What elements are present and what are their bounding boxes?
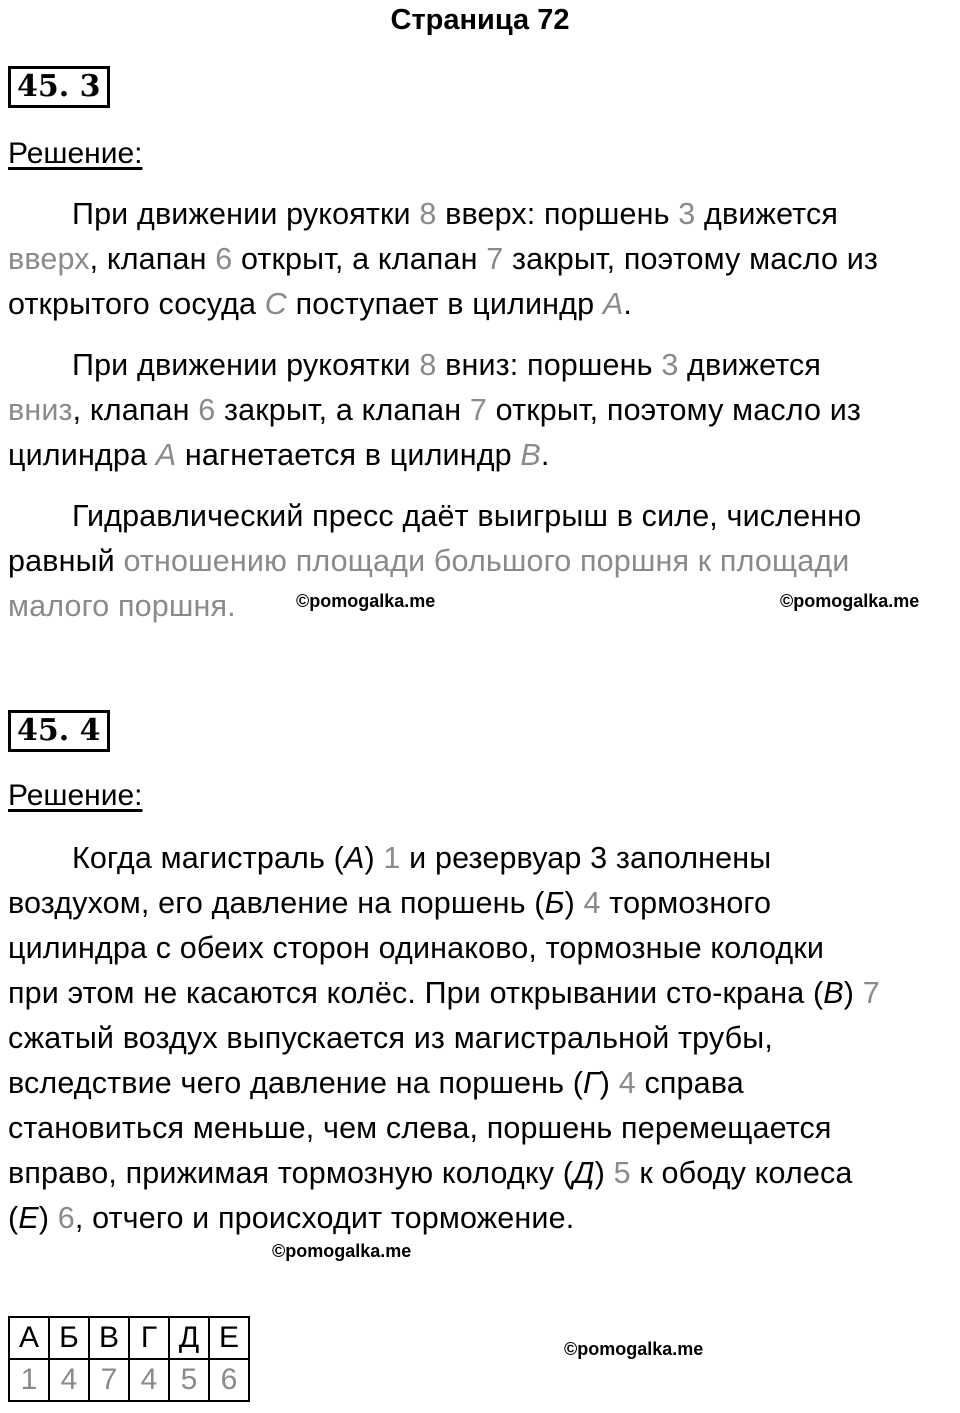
text-segment: закрыт, а клапан xyxy=(215,393,470,427)
text-segment: закрыт, поэтому масло из xyxy=(503,242,879,276)
text-segment: равный xyxy=(8,544,124,578)
task1-line xyxy=(72,194,838,234)
answer-value-cell: 5 xyxy=(169,1359,209,1401)
text-segment: В xyxy=(823,976,844,1010)
watermark: ©pomogalka.me xyxy=(272,1241,412,1261)
answer-value-cell: 1 xyxy=(9,1359,49,1401)
answer-value-cell: 6 xyxy=(209,1359,249,1401)
answer-value-cell: 4 xyxy=(129,1359,169,1401)
highlighted-text: 6 xyxy=(57,1201,75,1235)
text-segment: ) xyxy=(38,1201,58,1235)
highlighted-text: вверх xyxy=(8,242,90,276)
text-segment: ) xyxy=(843,976,863,1010)
text-segment: вниз: поршень xyxy=(436,348,662,382)
highlighted-text: А xyxy=(155,438,177,472)
task-number-45-3: 45. 3 xyxy=(8,66,110,108)
text-segment: При движении рукоятки xyxy=(72,197,420,231)
text-segment: тормозного xyxy=(600,886,772,920)
task2-line xyxy=(8,883,771,923)
watermark: ©pomogalka.me xyxy=(780,591,920,611)
highlighted-text: 7 xyxy=(469,393,488,427)
highlighted-text: вниз xyxy=(8,393,73,427)
text-segment: , клапан xyxy=(89,242,216,276)
task2-line xyxy=(8,1153,853,1193)
page-title: Страница 72 xyxy=(390,4,570,36)
answer-header-cell: А xyxy=(9,1317,49,1359)
highlighted-text: малого поршня. xyxy=(8,589,236,623)
text-segment: Г xyxy=(583,1066,600,1100)
solution-label-1: Решение: xyxy=(8,137,143,170)
text-segment: . xyxy=(623,287,632,321)
answer-header-cell: Е xyxy=(209,1317,249,1359)
text-segment: при этом не касаются колёс. При открывании сто-крана ( xyxy=(8,976,824,1010)
text-segment: цилиндра с обеих сторон одинаково, тормозные колодки xyxy=(8,931,825,965)
task1-line xyxy=(8,390,861,430)
task2-line xyxy=(72,838,771,878)
task1-line xyxy=(8,541,849,581)
task2-line xyxy=(8,1108,832,1148)
solution-label-2: Решение: xyxy=(8,779,143,812)
task1-line xyxy=(8,435,550,475)
answer-value-cell: 7 xyxy=(89,1359,129,1401)
text-segment: открытого сосуда xyxy=(8,287,265,321)
highlighted-text: 4 xyxy=(618,1066,636,1100)
answer-header-cell: В xyxy=(89,1317,129,1359)
text-segment: . xyxy=(540,438,550,472)
task2-line xyxy=(8,973,880,1013)
answer-table-value-row xyxy=(9,1359,249,1401)
task1-line xyxy=(8,586,236,626)
task1-line xyxy=(8,284,632,324)
text-segment: Когда магистраль ( xyxy=(72,841,344,875)
answer-header-cell: Д xyxy=(169,1317,209,1359)
highlighted-text: 7 xyxy=(486,242,504,276)
task-number-45-4: 45. 4 xyxy=(8,710,110,752)
task1-line xyxy=(72,496,861,536)
text-segment: поступает в цилиндр xyxy=(286,287,603,321)
task1-line xyxy=(72,345,821,385)
highlighted-text: А xyxy=(602,287,624,321)
text-segment: ) xyxy=(594,1156,614,1190)
highlighted-text: 5 xyxy=(613,1156,631,1190)
text-segment: открыт, а клапан xyxy=(232,242,487,276)
highlighted-text: 7 xyxy=(862,976,880,1010)
text-segment: ) xyxy=(564,886,584,920)
text-segment: вследствие чего давление на поршень ( xyxy=(8,1066,584,1100)
text-segment: , клапан xyxy=(72,393,199,427)
text-segment: сжатый воздух выпускается из магистральной трубы, xyxy=(8,1021,773,1055)
text-segment: Д xyxy=(573,1156,595,1190)
highlighted-text: 8 xyxy=(419,197,437,231)
task2-line xyxy=(8,1198,574,1238)
answer-table xyxy=(8,1316,250,1402)
highlighted-text: В xyxy=(520,438,541,472)
text-segment: нагнетается в цилиндр xyxy=(176,438,521,472)
answer-value-cell: 4 xyxy=(49,1359,89,1401)
highlighted-text: 3 xyxy=(678,197,696,231)
highlighted-text: отношению площади большого поршня к площади xyxy=(123,544,850,578)
highlighted-text: 6 xyxy=(215,242,233,276)
watermark: ©pomogalka.me xyxy=(564,1339,704,1359)
text-segment: справа xyxy=(635,1066,744,1100)
text-segment: А xyxy=(343,841,365,875)
task1-line xyxy=(8,239,878,279)
text-segment: к ободу колеса xyxy=(630,1156,853,1190)
text-segment: При движении рукоятки xyxy=(72,348,420,382)
task2-line xyxy=(8,1018,773,1058)
task2-line xyxy=(8,1063,744,1103)
text-segment: движется xyxy=(695,197,839,231)
text-segment: Б xyxy=(544,886,565,920)
answer-table-header-row xyxy=(9,1317,249,1359)
text-segment: и резервуар 3 заполнены xyxy=(400,841,772,875)
text-segment: воздухом, его давление на поршень ( xyxy=(8,886,545,920)
text-segment: становиться меньше, чем слева, поршень перемещается xyxy=(8,1111,832,1145)
text-segment: движется xyxy=(678,348,822,382)
text-segment: , отчего и происходит торможение. xyxy=(74,1201,575,1235)
text-segment: ( xyxy=(8,1201,19,1235)
text-segment: цилиндра xyxy=(8,438,156,472)
highlighted-text: 1 xyxy=(383,841,401,875)
highlighted-text: 4 xyxy=(583,886,601,920)
highlighted-text: С xyxy=(264,287,287,321)
answer-header-cell: Г xyxy=(129,1317,169,1359)
text-segment: вправо, прижимая тормозную колодку ( xyxy=(8,1156,574,1190)
highlighted-text: 6 xyxy=(198,393,216,427)
task2-line xyxy=(8,928,824,968)
text-segment: ) xyxy=(599,1066,619,1100)
highlighted-text: 3 xyxy=(661,348,679,382)
text-segment: Е xyxy=(18,1201,39,1235)
text-segment: ) xyxy=(364,841,384,875)
answer-header-cell: Б xyxy=(49,1317,89,1359)
text-segment: открыт, поэтому масло из xyxy=(487,393,862,427)
text-segment: вверх: поршень xyxy=(436,197,679,231)
watermark: ©pomogalka.me xyxy=(296,591,436,611)
text-segment: Гидравлический пресс даёт выигрыш в силе, численно xyxy=(72,499,862,533)
highlighted-text: 8 xyxy=(419,348,437,382)
